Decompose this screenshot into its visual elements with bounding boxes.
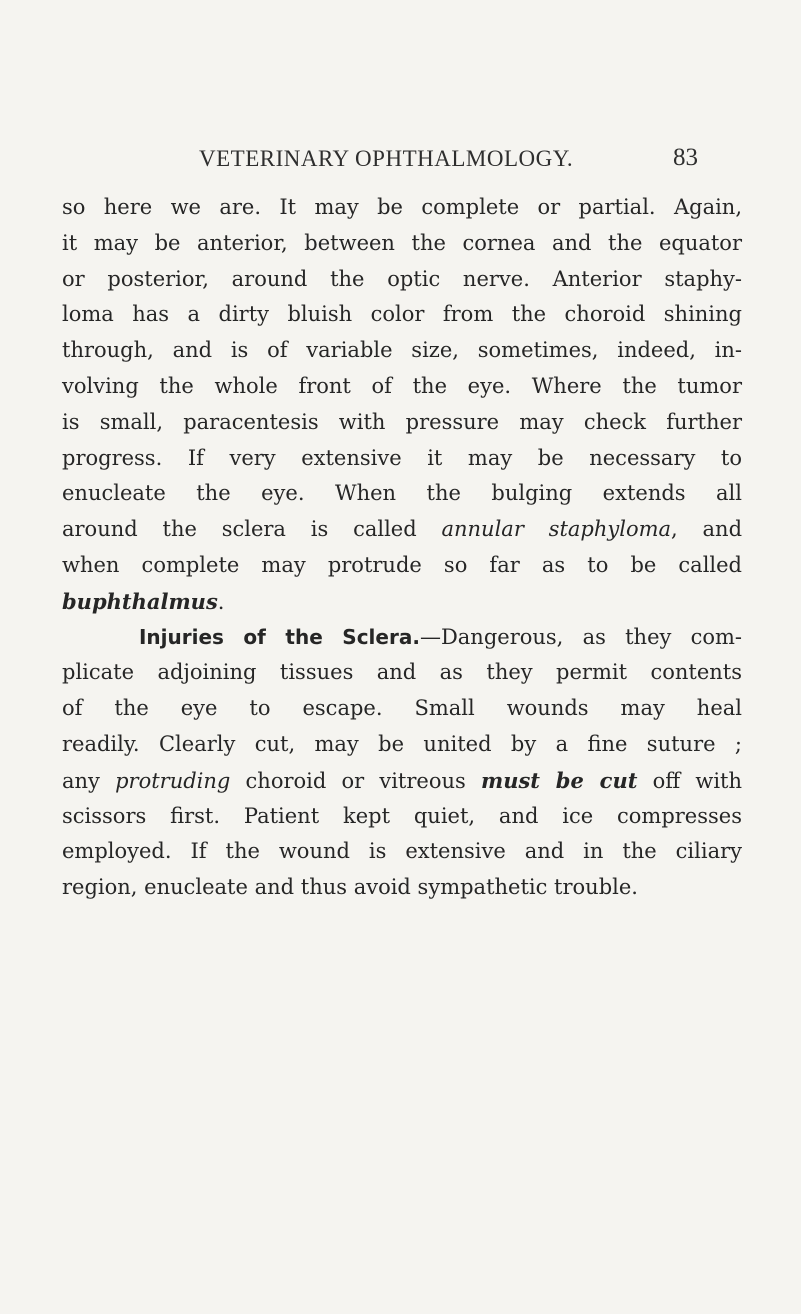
text-line: buphthalmus.: [62, 588, 225, 614]
text-line: any protruding choroid or vitreous must be cut off with: [62, 767, 742, 793]
text-line: scissors first. Patient kept quiet, and ice compresses: [62, 803, 742, 828]
italic-term: buphthalmus: [62, 588, 218, 614]
running-head: VETERINARY OPHTHALMOLOGY.: [199, 146, 574, 171]
text-line: is small, paracentesis with pressure may check further: [62, 409, 742, 434]
text-line: it may be anterior, between the cornea and the equator: [62, 230, 742, 255]
italic-term: must be cut: [480, 767, 638, 793]
body-text: [62, 190, 742, 906]
text-line: so here we are. It may be complete or partial. Again,: [62, 195, 742, 219]
text-line: of the eye to escape. Small wounds may heal: [62, 696, 742, 721]
text-line: through, and is of variable size, sometimes, indeed, in-: [62, 338, 742, 363]
section-heading: Injuries of the Sclera.: [138, 624, 420, 649]
text-line: progress. If very extensive it may be necessary to: [62, 445, 742, 470]
text-line: plicate adjoining tissues and as they permit contents: [62, 660, 742, 685]
text-line: Injuries of the Sclera.—Dangerous, as they com-: [138, 624, 743, 649]
italic-term: annular staphyloma: [441, 517, 672, 542]
page-number: 83: [673, 144, 698, 171]
text-line: when complete may protrude so far as to be called: [62, 552, 742, 577]
italic-term: protruding: [115, 768, 231, 793]
text-line: employed. If the wound is extensive and in the ciliary: [62, 839, 742, 864]
text-line: enucleate the eye. When the bulging extends all: [62, 481, 742, 506]
text-line: around the sclera is called annular staphyloma, and: [62, 517, 743, 542]
text-line: or posterior, around the optic nerve. Anterior staphy-: [62, 266, 742, 291]
text-line: loma has a dirty bluish color from the choroid shining: [62, 302, 742, 327]
text-line: readily. Clearly cut, may be united by a fine suture ;: [62, 731, 742, 756]
text-line: volving the whole front of the eye. Where the tumor: [62, 373, 742, 398]
text-line: region, enucleate and thus avoid sympathetic trouble.: [62, 875, 638, 900]
